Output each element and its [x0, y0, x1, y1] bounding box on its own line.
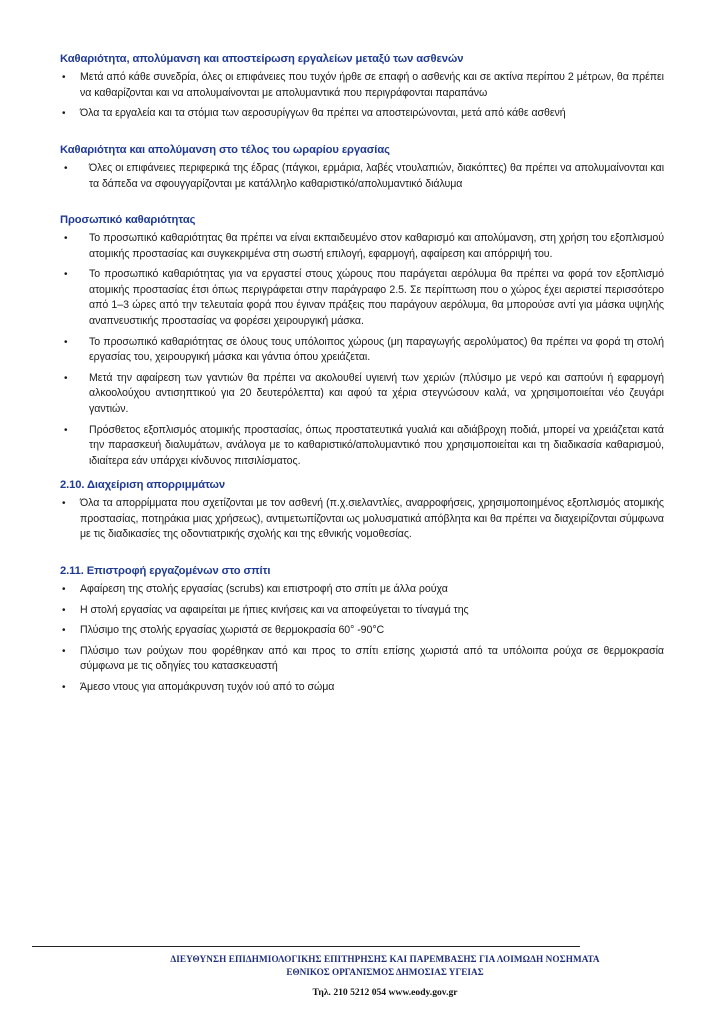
section-heading: 2.10. Διαχείριση απορριμμάτων	[60, 479, 226, 491]
bullet-icon: •	[64, 269, 68, 281]
list-item-text: Μετά από κάθε συνεδρία, όλες οι επιφάνειες που τυχόν ήρθε σε επαφή ο ασθενής και σε ακτίνα περίπου 2 μέτρων, θα πρέπει να καθαρίζονται και να απολυμαίνονται με απολυμαντικά που περιγράφονται παραπάνω	[80, 71, 664, 99]
footer-contact: Τηλ. 210 5212 054 www.eody.gov.gr	[312, 987, 458, 998]
bullet-icon: •	[62, 625, 66, 637]
footer-directorate: ΔΙΕΥΘΥΝΣΗ ΕΠΙΔΗΜΙΟΛΟΓΙΚΗΣ ΕΠΙΤΗΡΗΣΗΣ ΚΑΙ ΠΑΡΕΜΒΑΣΗΣ ΓΙΑ ΛΟΙΜΩΔΗ ΝΟΣΗΜΑΤΑ	[170, 954, 600, 964]
list-item-text: Όλα τα απορρίμματα που σχετίζονται με τον ασθενή (π.χ.σιελαντλίες, αναρροφήσεις, χρησιμοποιημένος εξοπλισμός ατομικής προστασίας, ποτηράκια μιας χρήσεως), αντιμετωπίζονται ως μολυσματικά απόβλητα και θα πρέπει να διαχειρίζονται σύμφωνα με τις διαδικασίες της οδοντιατρικής σχολής και της εθνικής νομοθεσίας.	[80, 497, 664, 541]
section-heading: 2.11. Επιστροφή εργαζομένων στο σπίτι	[60, 565, 271, 577]
section-waste-management	[60, 478, 664, 548]
section-cleaning-staff	[60, 213, 664, 474]
list-item	[60, 70, 664, 101]
bullet-icon: •	[64, 424, 68, 436]
bullet-icon: •	[62, 584, 66, 595]
section-return-home	[60, 564, 664, 701]
section-heading: Καθαριότητα και απολύμανση στο τέλος του ωραρίου εργασίας	[60, 144, 390, 156]
bullet-icon: •	[62, 498, 66, 509]
bullet-icon: •	[64, 372, 68, 384]
bullet-icon: •	[62, 72, 66, 83]
list-item-text: Το προσωπικό καθαριότητας σε όλους τους υπόλοιπος χώρους (μη παραγωγής αερολύματος) θα πρέπει να φορά τη στολή εργασίας του, χειρουργική μάσκα και γάντια όπου χρειάζεται.	[89, 335, 664, 364]
bullet-icon: •	[64, 336, 68, 348]
list-item-text: Το προσωπικό καθαριότητας για να εργαστεί στους χώρους που παράγεται αερόλυμα θα πρέπει να φορά τον εξοπλισμό ατομικής προστασίας έτσι όπως περιγράφεται στην παράγραφο 2.5. Σε περίπτωση που ο χώρος έχει αεριστεί περισσότερο από 1–3 ώρες από την τελευταία φορά που έγιναν πράξεις που παράγουν αερόλυμα, θα μπορούσε αντί για μάσκα υψηλής αναπνευστικής προστασίας να φορέσει χειρουργική μάσκα.	[89, 268, 664, 327]
section-heading: Προσωπικό καθαριότητας	[60, 214, 196, 226]
list-item	[60, 106, 664, 122]
bullet-list	[60, 496, 664, 543]
list-item	[60, 582, 664, 598]
list-item-text: Όλα τα εργαλεία και τα στόμια των αεροσυρίγγων θα πρέπει να αποστειρώνονται, μετά από κάθε ασθενή	[80, 107, 566, 120]
section-instrument-cleaning	[60, 52, 664, 127]
bullet-icon: •	[62, 108, 66, 120]
bullet-icon: •	[62, 681, 66, 693]
section-heading: Καθαριότητα, απολύμανση και αποστείρωση εργαλείων μεταξύ των ασθενών	[60, 53, 464, 65]
list-item	[60, 680, 664, 696]
bullet-list	[60, 161, 664, 192]
footer-organization: ΕΘΝΙΚΟΣ ΟΡΓΑΝΙΣΜΟΣ ΔΗΜΟΣΙΑΣ ΥΓΕΙΑΣ	[286, 967, 484, 977]
bullet-icon: •	[62, 645, 66, 657]
list-item	[60, 231, 664, 262]
bullet-icon: •	[64, 233, 68, 244]
list-item-text: Αφαίρεση της στολής εργασίας (scrubs) και επιστροφή στο σπίτι με άλλα ρούχα	[80, 583, 448, 595]
list-item	[60, 603, 664, 619]
list-item-text: Η στολή εργασίας να αφαιρείται με ήπιες κινήσεις και να αποφεύγεται το τίναγμά της	[80, 603, 469, 616]
list-item-text: Το προσωπικό καθαριότητας θα πρέπει να είναι εκπαιδευμένο στον καθαρισμό και απολύμανση, στη χρήση του εξοπλισμού ατομικής προστασίας και συγκεκριμένα στη σωστή επιλογή, εφαρμογή, αφαίρεση και απόρριψή του.	[89, 232, 664, 260]
bullet-list	[60, 70, 664, 122]
list-item-text: Μετά την αφαίρεση των γαντιών θα πρέπει να ακολουθεί υγιεινή των χεριών (πλύσιμο με νερό και σαπούνι ή εφαρμογή αλκοολούχου αντισηπτικού για 20 δευτερόλεπτα) και αφού τα χέρια στεγνώσουν καλά, να χρησιμοποιείται νέο ζευγάρι γαντιών.	[89, 371, 664, 415]
list-item	[60, 267, 664, 329]
list-item-text: Πλύσιμο της στολής εργασίας χωριστά σε θερμοκρασία 60° -90°C	[80, 624, 385, 637]
list-item	[60, 623, 664, 639]
list-item	[60, 644, 664, 675]
list-item-text: Όλες οι επιφάνειες περιφερικά της έδρας (πάγκοι, ερμάρια, λαβές ντουλαπιών, διακόπτες) θα πρέπει να απολυμαίνονται και τα δάπεδα να σφουγγαρίζονται με κατάλληλο καθαριστικό/απολυμαντικό διάλυμα	[89, 162, 664, 190]
footer-divider	[32, 946, 580, 947]
list-item	[60, 161, 664, 192]
list-item	[60, 423, 664, 470]
section-end-of-shift-cleaning	[60, 143, 664, 197]
list-item	[60, 496, 664, 543]
bullet-icon: •	[64, 163, 68, 174]
list-item-text: Πλύσιμο των ρούχων που φορέθηκαν από και προς το σπίτι επίσης χωριστά από τα υπόλοιπα ρούχα σε θερμοκρασία σύμφωνα με τις οδηγίες του κατασκευαστή	[80, 644, 664, 673]
bullet-icon: •	[62, 604, 66, 616]
list-item-text: Άμεσο ντους για απομάκρυνση τυχόν ιού από το σώμα	[80, 680, 335, 693]
list-item	[60, 335, 664, 366]
list-item-text: Πρόσθετος εξοπλισμός ατομικής προστασίας, όπως προστατευτικά γυαλιά και αδιάβροχη ποδιά, μπορεί να χρειάζεται κατά την παρασκευή διαλυμάτων, ανάλογα με το καθαριστικό/απολυμαντικό που χρησιμοποιείται και τη διαδικασία καθαρισμού, ιδιαίτερα εάν υπάρχει κίνδυνος πιτσιλίσματος.	[89, 423, 664, 467]
bullet-list	[60, 231, 664, 469]
bullet-list	[60, 582, 664, 696]
list-item	[60, 371, 664, 418]
